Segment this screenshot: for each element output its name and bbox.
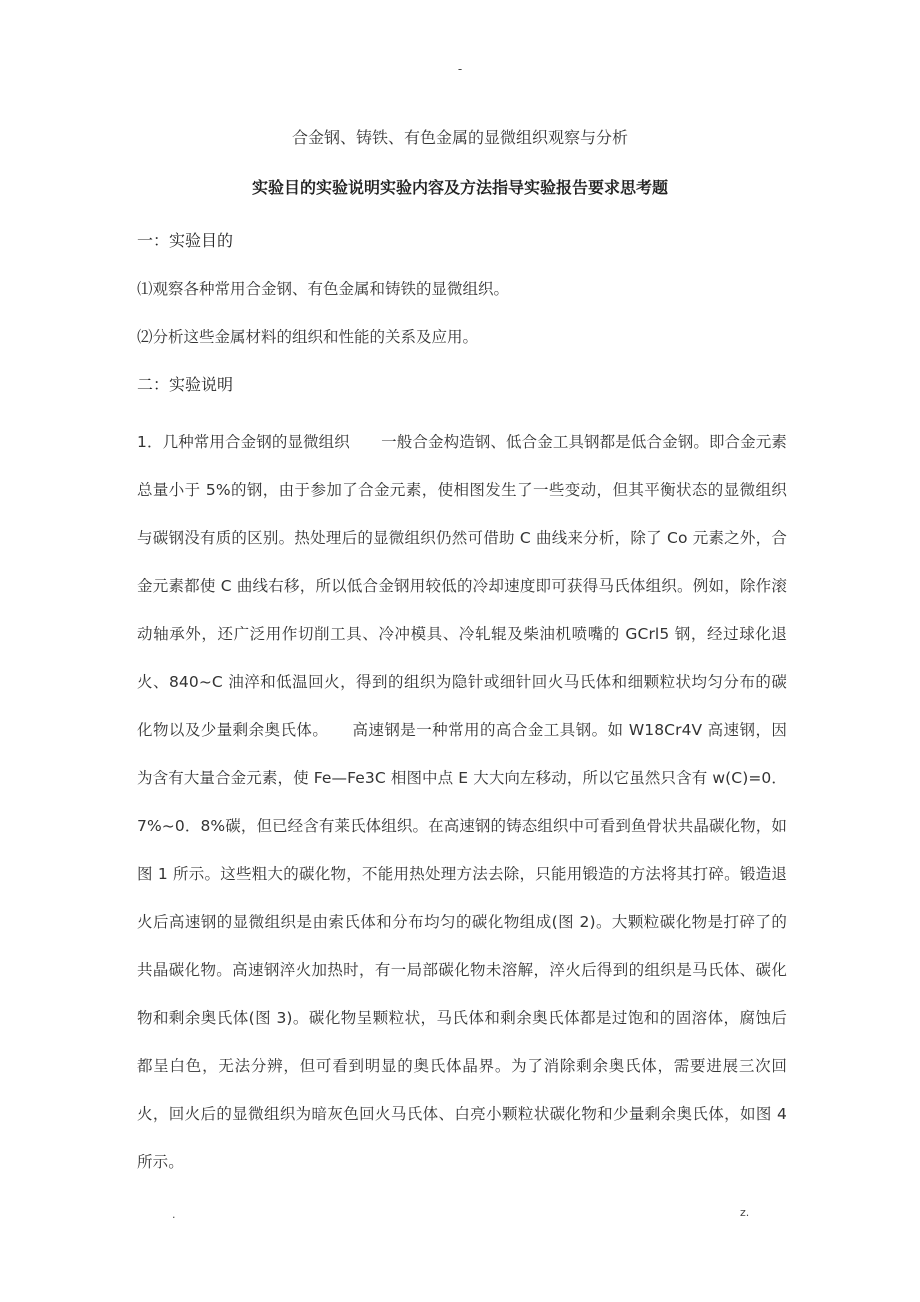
section-heading-purpose: 一：实验目的	[137, 231, 234, 250]
document-title: 合金钢、铸铁、有色金属的显微组织观察与分析	[291, 128, 628, 147]
footer-left-mark: .	[172, 1208, 176, 1221]
document-subtitle: 实验目的实验说明实验内容及方法指导实验报告要求思考题	[251, 178, 668, 197]
header-mark: -	[457, 62, 463, 76]
section-heading-description: 二：实验说明	[137, 375, 234, 394]
description-body: 1．几种常用合金钢的显微组织 一般合金构造钢、低合金工具钢都是低合金钢。即合金元素总量小于 5%的钢，由于参加了合金元素，使相图发生了一些变动，但其平衡状态的显微组织与碳钢没有质的区别。热处理后的显微组织仍然可借助 C 曲线来分析，除了 Co 元素之外，合金元素都使 C 曲线右移，所以低合金钢用较低的冷却速度即可获得马氏体组织。例如，除作滚动轴承外，还广泛用作切削工具、冷冲模具、冷轧辊及柴油机喷嘴的 GCrl5 钢，经过球化退火、840~C 油淬和低温回火，得到的组织为隐针或细针回火马氏体和细颗粒状均匀分布的碳化物以及少量剩余奥氏体。 高速钢是一种常用的高合金工具钢。如 W18Cr4V 高速钢，因为含有大量合金元素，使 Fe—Fe3C 相图中点 E 大大向左移动，所以它虽然只含有 w(C)=0．7%~0．8%碳，但已经含有莱氏体组织。在高速钢的铸态组织中可看到鱼骨状共晶碳化物，如图 1 所示。这些粗大的碳化物，不能用热处理方法去除，只能用锻造的方法将其打碎。锻造退火后高速钢的显微组织是由索氏体和分布均匀的碳化物组成(图 2)。大颗粒碳化物是打碎了的共晶碳化物。高速钢淬火加热时，有一局部碳化物未溶解，淬火后得到的组织是马氏体、碳化物和剩余奥氏体(图 3)。碳化物呈颗粒状，马氏体和剩余奥氏体都是过饱和的固溶体，腐蚀后都呈白色，无法分辨，但可看到明显的奥氏体晶界。为了消除剩余奥氏体，需要进展三次回火，回火后的显微组织为暗灰色回火马氏体、白亮小颗粒状碳化物和少量剩余奥氏体，如图 4 所示。	[137, 433, 787, 1171]
purpose-item-1: ⑴观察各种常用合金钢、有色金属和铸铁的显微组织。	[137, 280, 510, 298]
purpose-item-2: ⑵分析这些金属材料的组织和性能的关系及应用。	[137, 328, 479, 346]
footer-right-mark: z.	[740, 1206, 750, 1219]
